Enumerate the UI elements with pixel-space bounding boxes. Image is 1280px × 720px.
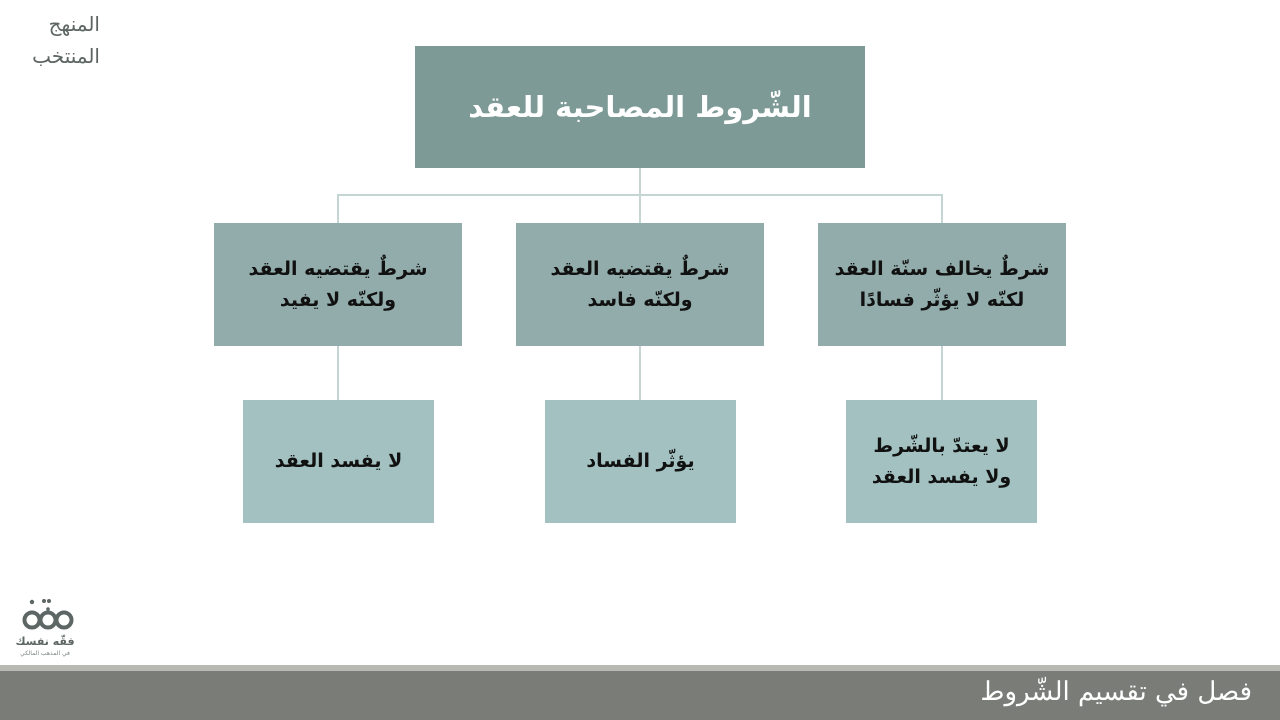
condition-node-right: شرطٌ يخالف سنّة العقد لكنّه لا يؤثّر فسادًا [818,223,1066,346]
footer-bar [0,671,1280,720]
footer-title: فصل في تقسيم الشّروط [980,677,1252,707]
connector-leaf-left [337,346,339,400]
connector-branch-left [337,194,339,223]
logo-subtitle: في المذهب المالكي [20,650,70,657]
connector-root-down [639,168,641,195]
connector-branch-center [639,194,641,223]
result-node-center: يؤثّر الفساد [545,400,736,523]
condition-node-left: شرطٌ يقتضيه العقد ولكنّه لا يفيد [214,223,462,346]
connector-leaf-right [941,346,943,400]
connector-branch-right [941,194,943,223]
root-node: الشّروط المصاحبة للعقد [415,46,865,168]
brand-line-2: المنتخب [32,44,100,68]
brand-line-1: المنهج [48,12,100,36]
result-node-right: لا يعتدّ بالشّرط ولا يفسد العقد [846,400,1037,523]
connector-leaf-center [639,346,641,400]
brand-wordmark [10,8,100,72]
result-node-left: لا يفسد العقد [243,400,434,523]
logo-name: فقّه نفسك [15,635,75,648]
condition-node-center: شرطٌ يقتضيه العقد ولكنّه فاسد [516,223,764,346]
